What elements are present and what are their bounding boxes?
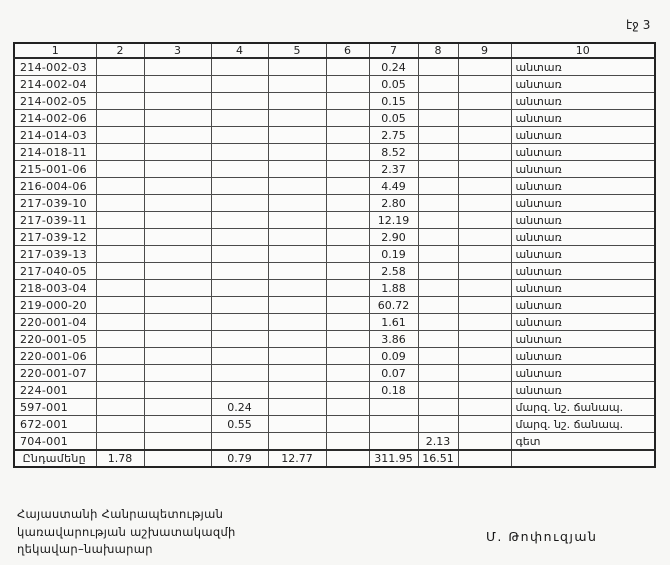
cell [211, 127, 268, 144]
table-row [14, 280, 655, 297]
cell: մարզ. նշ. ճանապ. [511, 416, 655, 433]
cell: 217-039-10 [14, 195, 96, 212]
column-header: 6 [326, 43, 369, 58]
cell [326, 399, 369, 416]
cell [268, 246, 326, 263]
cell: 0.15 [369, 93, 418, 110]
cell [326, 110, 369, 127]
cell [144, 76, 211, 93]
land-parcel-table [13, 42, 656, 468]
table-row [14, 127, 655, 144]
cell [211, 144, 268, 161]
table-row [14, 246, 655, 263]
cell [211, 110, 268, 127]
cell [418, 58, 458, 76]
cell [418, 195, 458, 212]
cell [144, 246, 211, 263]
cell: 214-018-11 [14, 144, 96, 161]
cell [96, 280, 144, 297]
cell: անտառ [511, 365, 655, 382]
cell: 215-001-06 [14, 161, 96, 178]
total-cell: 16.51 [418, 450, 458, 467]
cell: 217-039-12 [14, 229, 96, 246]
cell [211, 229, 268, 246]
cell: գետ [511, 433, 655, 451]
cell [96, 195, 144, 212]
cell [418, 331, 458, 348]
column-header: 4 [211, 43, 268, 58]
cell [268, 58, 326, 76]
cell [96, 382, 144, 399]
cell [369, 433, 418, 451]
table-row [14, 365, 655, 382]
cell [458, 331, 511, 348]
cell: 2.13 [418, 433, 458, 451]
table-row [14, 93, 655, 110]
signature-name: Մ. Թոփուզյան [486, 529, 598, 544]
total-cell [144, 450, 211, 467]
cell [268, 93, 326, 110]
cell [458, 263, 511, 280]
cell: 217-039-11 [14, 212, 96, 229]
cell [144, 178, 211, 195]
cell [326, 280, 369, 297]
cell [211, 280, 268, 297]
cell: անտառ [511, 76, 655, 93]
table-row [14, 110, 655, 127]
cell: 220-001-04 [14, 314, 96, 331]
column-header: 1 [14, 43, 96, 58]
cell [144, 144, 211, 161]
cell [268, 178, 326, 195]
cell [268, 229, 326, 246]
column-header: 2 [96, 43, 144, 58]
cell: 2.75 [369, 127, 418, 144]
cell [369, 416, 418, 433]
cell [211, 263, 268, 280]
cell [211, 212, 268, 229]
cell: 217-040-05 [14, 263, 96, 280]
cell: 0.24 [369, 58, 418, 76]
cell: 0.05 [369, 110, 418, 127]
cell [458, 229, 511, 246]
issuer-title-block [17, 506, 236, 559]
column-header: 3 [144, 43, 211, 58]
cell [458, 58, 511, 76]
cell: 224-001 [14, 382, 96, 399]
cell [418, 110, 458, 127]
cell [326, 416, 369, 433]
table-row [14, 144, 655, 161]
cell: անտառ [511, 195, 655, 212]
cell [268, 365, 326, 382]
table-row [14, 178, 655, 195]
cell: անտառ [511, 110, 655, 127]
cell [418, 144, 458, 161]
cell [96, 365, 144, 382]
cell: անտառ [511, 297, 655, 314]
cell [418, 127, 458, 144]
cell [211, 331, 268, 348]
cell: անտառ [511, 93, 655, 110]
cell: անտառ [511, 314, 655, 331]
cell [144, 212, 211, 229]
cell: 60.72 [369, 297, 418, 314]
cell [268, 110, 326, 127]
cell [326, 314, 369, 331]
cell: 2.37 [369, 161, 418, 178]
cell [458, 76, 511, 93]
cell: 214-014-03 [14, 127, 96, 144]
cell [268, 161, 326, 178]
table-row [14, 331, 655, 348]
cell [211, 178, 268, 195]
total-cell: 311.95 [369, 450, 418, 467]
table-row [14, 382, 655, 399]
cell [326, 229, 369, 246]
cell: 214-002-06 [14, 110, 96, 127]
cell [96, 399, 144, 416]
cell: 220-001-07 [14, 365, 96, 382]
cell: 217-039-13 [14, 246, 96, 263]
cell [96, 263, 144, 280]
cell [326, 433, 369, 451]
cell: 3.86 [369, 331, 418, 348]
cell [268, 331, 326, 348]
cell: անտառ [511, 229, 655, 246]
cell [326, 246, 369, 263]
cell: 672-001 [14, 416, 96, 433]
cell [144, 229, 211, 246]
cell [144, 93, 211, 110]
table-row [14, 195, 655, 212]
cell [326, 348, 369, 365]
cell [268, 348, 326, 365]
cell [144, 416, 211, 433]
cell [268, 127, 326, 144]
cell: 214-002-05 [14, 93, 96, 110]
table-row [14, 433, 655, 451]
cell [458, 195, 511, 212]
issuer-line-2: կառավարության աշխատակազմի [17, 524, 236, 539]
cell [458, 382, 511, 399]
cell [458, 178, 511, 195]
column-header: 7 [369, 43, 418, 58]
cell [418, 161, 458, 178]
cell [96, 246, 144, 263]
cell [144, 314, 211, 331]
cell: 0.24 [211, 399, 268, 416]
cell [418, 416, 458, 433]
cell [458, 348, 511, 365]
cell [96, 433, 144, 451]
cell [326, 263, 369, 280]
column-header: 8 [418, 43, 458, 58]
cell [96, 127, 144, 144]
cell: 1.88 [369, 280, 418, 297]
cell [144, 161, 211, 178]
cell [326, 382, 369, 399]
cell: 704-001 [14, 433, 96, 451]
cell: անտառ [511, 280, 655, 297]
cell [326, 297, 369, 314]
cell [96, 297, 144, 314]
cell [144, 331, 211, 348]
table-row [14, 399, 655, 416]
cell: 220-001-06 [14, 348, 96, 365]
cell [96, 416, 144, 433]
cell [268, 382, 326, 399]
total-cell: 12.77 [268, 450, 326, 467]
cell [144, 365, 211, 382]
cell [458, 280, 511, 297]
cell [268, 314, 326, 331]
table-row [14, 58, 655, 76]
cell [418, 280, 458, 297]
cell: 216-004-06 [14, 178, 96, 195]
total-cell: Ընդամենը [14, 450, 96, 467]
cell [418, 93, 458, 110]
cell [268, 433, 326, 451]
table-row [14, 348, 655, 365]
cell: 2.80 [369, 195, 418, 212]
column-header: 5 [268, 43, 326, 58]
cell [211, 348, 268, 365]
cell: 0.05 [369, 76, 418, 93]
cell [418, 229, 458, 246]
cell [144, 58, 211, 76]
cell: 2.58 [369, 263, 418, 280]
cell [268, 212, 326, 229]
cell [458, 399, 511, 416]
cell [144, 348, 211, 365]
cell: անտառ [511, 212, 655, 229]
table-row [14, 212, 655, 229]
cell: 0.07 [369, 365, 418, 382]
table-row [14, 263, 655, 280]
cell [458, 433, 511, 451]
cell [418, 178, 458, 195]
cell [418, 365, 458, 382]
cell [211, 58, 268, 76]
issuer-line-1: Հայաստանի Հանրապետության [17, 507, 224, 521]
cell [96, 93, 144, 110]
cell [268, 280, 326, 297]
cell [144, 110, 211, 127]
cell: 0.09 [369, 348, 418, 365]
total-cell [458, 450, 511, 467]
total-cell: 0.79 [211, 450, 268, 467]
cell [458, 110, 511, 127]
cell: 4.49 [369, 178, 418, 195]
cell [326, 212, 369, 229]
table-row [14, 161, 655, 178]
issuer-line-3: ղեկավար–նախարար [17, 542, 153, 556]
cell [211, 382, 268, 399]
cell [326, 144, 369, 161]
cell [211, 93, 268, 110]
cell [418, 297, 458, 314]
cell: 214-002-03 [14, 58, 96, 76]
cell: անտառ [511, 127, 655, 144]
cell: 0.55 [211, 416, 268, 433]
cell [458, 297, 511, 314]
cell [96, 144, 144, 161]
cell [326, 76, 369, 93]
cell [458, 127, 511, 144]
cell [211, 161, 268, 178]
cell [144, 127, 211, 144]
cell [458, 161, 511, 178]
cell [211, 76, 268, 93]
column-header: 9 [458, 43, 511, 58]
cell: անտառ [511, 246, 655, 263]
cell [418, 399, 458, 416]
cell [96, 178, 144, 195]
cell: 0.19 [369, 246, 418, 263]
cell [211, 365, 268, 382]
cell [96, 110, 144, 127]
cell: 220-001-05 [14, 331, 96, 348]
cell [211, 246, 268, 263]
cell [268, 399, 326, 416]
cell [418, 348, 458, 365]
cell [144, 263, 211, 280]
cell [144, 297, 211, 314]
cell [211, 297, 268, 314]
table-row [14, 76, 655, 93]
cell [211, 195, 268, 212]
cell [144, 280, 211, 297]
cell [418, 76, 458, 93]
cell [96, 229, 144, 246]
cell [458, 246, 511, 263]
cell [326, 93, 369, 110]
cell [96, 76, 144, 93]
page-number-label: էջ 3 [626, 18, 651, 32]
cell [211, 433, 268, 451]
cell [268, 195, 326, 212]
cell [458, 365, 511, 382]
table-row [14, 297, 655, 314]
cell: 8.52 [369, 144, 418, 161]
cell [211, 314, 268, 331]
cell [268, 416, 326, 433]
column-header: 10 [511, 43, 655, 58]
table-row [14, 314, 655, 331]
cell: անտառ [511, 58, 655, 76]
table-row [14, 416, 655, 433]
cell [96, 212, 144, 229]
cell: մարզ. նշ. ճանապ. [511, 399, 655, 416]
cell: 218-003-04 [14, 280, 96, 297]
cell [458, 144, 511, 161]
cell: անտառ [511, 331, 655, 348]
cell [96, 161, 144, 178]
cell [144, 195, 211, 212]
cell [326, 195, 369, 212]
cell: անտառ [511, 178, 655, 195]
cell: 1.61 [369, 314, 418, 331]
cell [418, 382, 458, 399]
cell [418, 246, 458, 263]
cell [418, 314, 458, 331]
cell [458, 212, 511, 229]
cell [418, 212, 458, 229]
cell: 597-001 [14, 399, 96, 416]
cell [326, 178, 369, 195]
cell [268, 144, 326, 161]
cell [96, 58, 144, 76]
table-body [14, 58, 655, 467]
header-row [14, 43, 655, 58]
cell [326, 58, 369, 76]
cell [268, 263, 326, 280]
cell [326, 331, 369, 348]
cell: անտառ [511, 382, 655, 399]
cell [144, 433, 211, 451]
cell [144, 399, 211, 416]
cell [458, 93, 511, 110]
cell [458, 314, 511, 331]
cell: 219-000-20 [14, 297, 96, 314]
total-cell [326, 450, 369, 467]
cell: անտառ [511, 263, 655, 280]
table-row [14, 229, 655, 246]
total-cell: 1.78 [96, 450, 144, 467]
cell [144, 382, 211, 399]
cell: 2.90 [369, 229, 418, 246]
cell [96, 348, 144, 365]
cell [326, 127, 369, 144]
cell [96, 314, 144, 331]
total-cell [511, 450, 655, 467]
cell [369, 399, 418, 416]
total-row [14, 450, 655, 467]
cell [326, 365, 369, 382]
cell: 0.18 [369, 382, 418, 399]
cell: 12.19 [369, 212, 418, 229]
cell [268, 76, 326, 93]
cell: 214-002-04 [14, 76, 96, 93]
cell: անտառ [511, 144, 655, 161]
cell: անտառ [511, 161, 655, 178]
cell [326, 161, 369, 178]
cell: անտառ [511, 348, 655, 365]
cell [268, 297, 326, 314]
cell [418, 263, 458, 280]
cell [96, 331, 144, 348]
cell [458, 416, 511, 433]
